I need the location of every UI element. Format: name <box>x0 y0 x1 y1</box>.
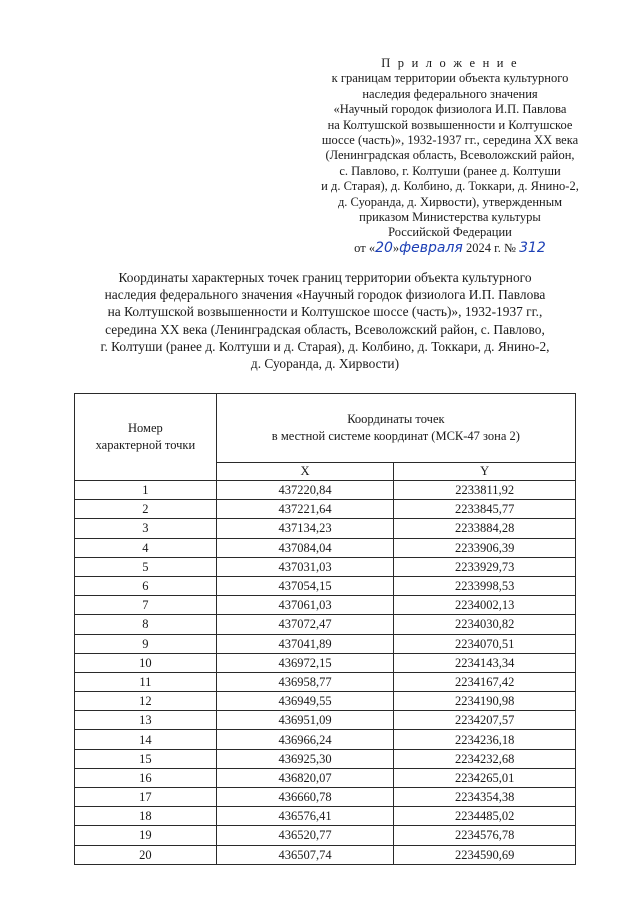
y-cell: 2234002,13 <box>394 596 576 615</box>
x-cell: 436507,74 <box>216 845 394 864</box>
appendix-title: П р и л о ж е н и е <box>381 56 519 70</box>
handwritten-month: февраля <box>399 239 463 256</box>
point-number-cell: 10 <box>75 653 217 672</box>
x-cell: 436966,24 <box>216 730 394 749</box>
table-row <box>75 557 576 576</box>
x-cell: 436951,09 <box>216 711 394 730</box>
table-row <box>75 826 576 845</box>
table-body <box>75 481 576 865</box>
y-cell: 2233884,28 <box>394 519 576 538</box>
table-row <box>75 615 576 634</box>
header-point-number: Номер характерной точки <box>75 394 217 481</box>
point-number-cell: 3 <box>75 519 217 538</box>
table-row <box>75 576 576 595</box>
table-row <box>75 711 576 730</box>
point-number-cell: 14 <box>75 730 217 749</box>
y-cell: 2234207,57 <box>394 711 576 730</box>
x-cell: 437072,47 <box>216 615 394 634</box>
date-year: 2024 г. № <box>462 240 520 255</box>
y-cell: 2234485,02 <box>394 807 576 826</box>
y-cell: 2234236,18 <box>394 730 576 749</box>
x-cell: 437061,03 <box>216 596 394 615</box>
y-cell: 2234354,38 <box>394 788 576 807</box>
table-row <box>75 788 576 807</box>
y-cell: 2234167,42 <box>394 672 576 691</box>
table-row <box>75 481 576 500</box>
y-cell: 2234190,98 <box>394 692 576 711</box>
point-number-cell: 5 <box>75 557 217 576</box>
y-cell: 2234143,34 <box>394 653 576 672</box>
header-coordinates: Координаты точек в местной системе координат (МСК-47 зона 2) <box>216 394 575 463</box>
y-cell: 2233929,73 <box>394 557 576 576</box>
appendix-line: д. Суоранда, д. Хирвости), утвержденным <box>337 194 563 209</box>
coordinates-table <box>74 393 576 865</box>
header-y: Y <box>394 463 576 481</box>
appendix-line: наследия федерального значения <box>362 86 538 101</box>
x-cell: 436949,55 <box>216 692 394 711</box>
heading-line: г. Колтуши (ранее д. Колтуши и д. Старая), д. Колбино, д. Токкари, д. Янино-2, <box>100 338 550 354</box>
table-row <box>75 768 576 787</box>
table-row <box>75 519 576 538</box>
y-cell: 2234232,68 <box>394 749 576 768</box>
appendix-line: Российской Федерации <box>388 225 512 240</box>
table-row <box>75 692 576 711</box>
header-x: X <box>216 463 394 481</box>
y-cell: 2234576,78 <box>394 826 576 845</box>
y-cell: 2234030,82 <box>394 615 576 634</box>
x-cell: 437134,23 <box>216 519 394 538</box>
y-cell: 2233906,39 <box>394 538 576 557</box>
y-cell: 2234070,51 <box>394 634 576 653</box>
heading-line: на Колтушской возвышенности и Колтушское шоссе (часть)», 1932-1937 гг., <box>107 304 543 320</box>
point-number-cell: 11 <box>75 672 217 691</box>
x-cell: 437054,15 <box>216 576 394 595</box>
table-row <box>75 634 576 653</box>
x-cell: 436958,77 <box>216 672 394 691</box>
date-prefix: от « <box>354 240 376 255</box>
appendix-line: «Научный городок физиолога И.П. Павлова <box>333 102 567 117</box>
point-number-cell: 1 <box>75 481 217 500</box>
y-cell: 2234590,69 <box>394 845 576 864</box>
heading-line: середина XX века (Ленинградская область, Всеволожский район, с. Павлово, <box>105 321 545 337</box>
table-row <box>75 845 576 864</box>
point-number-cell: 12 <box>75 692 217 711</box>
point-number-cell: 20 <box>75 845 217 864</box>
appendix-line: шоссе (часть)», 1932-1937 гг., середина XX века <box>321 133 579 148</box>
table-row <box>75 538 576 557</box>
appendix-line: с. Павлово, г. Колтуши (ранее д. Колтуши <box>339 163 561 178</box>
table-row <box>75 807 576 826</box>
appendix-line: (Ленинградская область, Всеволожский район, <box>325 148 575 163</box>
point-number-cell: 2 <box>75 500 217 519</box>
point-number-cell: 18 <box>75 807 217 826</box>
x-cell: 436520,77 <box>216 826 394 845</box>
heading-line: д. Суоранда, д. Хирвости) <box>250 356 400 372</box>
point-number-cell: 17 <box>75 788 217 807</box>
appendix-line: приказом Министерства культуры <box>359 210 541 225</box>
y-cell: 2233998,53 <box>394 576 576 595</box>
table-row <box>75 672 576 691</box>
x-cell: 437084,04 <box>216 538 394 557</box>
heading-line: наследия федерального значения «Научный городок физиолога И.П. Павлова <box>104 287 546 303</box>
point-number-cell: 9 <box>75 634 217 653</box>
point-number-cell: 13 <box>75 711 217 730</box>
x-cell: 437031,03 <box>216 557 394 576</box>
y-cell: 2233845,77 <box>394 500 576 519</box>
x-cell: 436660,78 <box>216 788 394 807</box>
x-cell: 437221,64 <box>216 500 394 519</box>
table-row <box>75 500 576 519</box>
appendix-line: к границам территории объекта культурного <box>331 71 569 86</box>
table-row <box>75 653 576 672</box>
x-cell: 436972,15 <box>216 653 394 672</box>
date-mid: » <box>392 240 400 255</box>
x-cell: 436820,07 <box>216 768 394 787</box>
heading-line: Координаты характерных точек границ территории объекта культурного <box>118 270 532 285</box>
point-number-cell: 15 <box>75 749 217 768</box>
x-cell: 436576,41 <box>216 807 394 826</box>
appendix-line: на Колтушской возвышенности и Колтушское <box>327 117 573 132</box>
point-number-cell: 8 <box>75 615 217 634</box>
handwritten-day: 20 <box>375 239 393 256</box>
document-heading <box>60 269 590 372</box>
table-row <box>75 730 576 749</box>
y-cell: 2233811,92 <box>394 481 576 500</box>
point-number-cell: 16 <box>75 768 217 787</box>
table-row <box>75 596 576 615</box>
order-date-line <box>290 241 610 256</box>
point-number-cell: 6 <box>75 576 217 595</box>
point-number-cell: 7 <box>75 596 217 615</box>
x-cell: 437220,84 <box>216 481 394 500</box>
table-row <box>75 749 576 768</box>
appendix-block <box>290 56 610 256</box>
x-cell: 437041,89 <box>216 634 394 653</box>
point-number-cell: 19 <box>75 826 217 845</box>
point-number-cell: 4 <box>75 538 217 557</box>
x-cell: 436925,30 <box>216 749 394 768</box>
y-cell: 2234265,01 <box>394 768 576 787</box>
appendix-line: и д. Старая), д. Колбино, д. Токкари, д. Янино-2, <box>321 179 579 194</box>
handwritten-order-number: 312 <box>519 239 546 256</box>
